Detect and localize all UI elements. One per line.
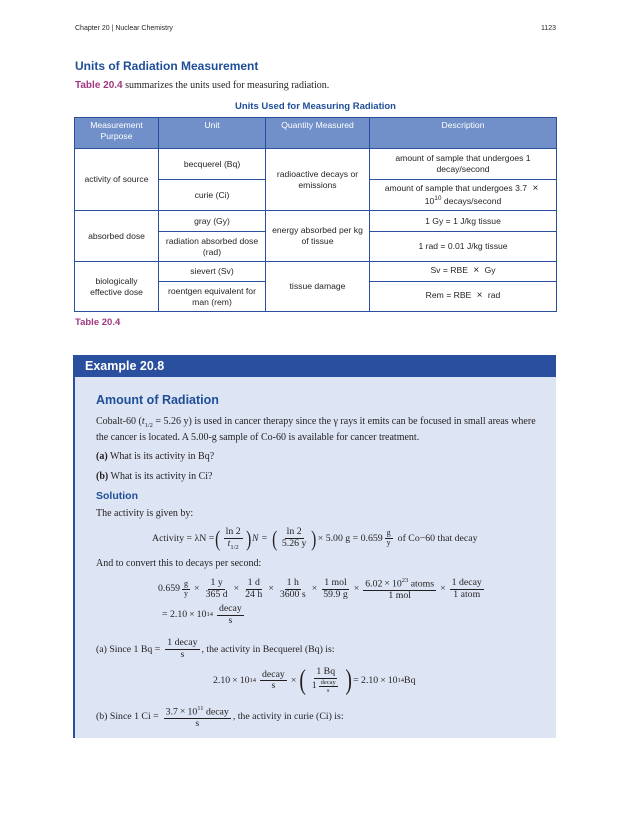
purpose-cell: absorbed dose bbox=[75, 211, 159, 262]
problem-statement: Cobalt-60 ($t_{1/2} = 5.26$ y) is used in cancer therapy since the γ rays it emits can be focused in small areas where the cancer is located. A 5.00-g sample of Co-60 is available for cancer treatment. bbox=[96, 416, 536, 443]
part-a-statement: (a) Since 1 Bq = $\frac{\text{1 decay}}{s}$ , the activity in Becquerel (Bq) is: bbox=[96, 637, 335, 661]
unit-cell: radiation absorbed dose (rad) bbox=[159, 232, 266, 262]
column-header: Description bbox=[370, 118, 557, 149]
radiation-units-table bbox=[74, 117, 557, 312]
equation-conversion: 0.659 $\frac{g}{y}$ × $\frac{1 y}{365 d}$ × $\frac{1 d}{24 h}$ × $\frac{1 h}{3600 s}$ × $\frac{\text{1 mol}}{59.9 g}$ × $\frac{6.02 \times 10^{23} atoms}{\text{1 mol}}$ × $\frac{\text{1 decay}}{\text{1 atom}}$ bbox=[158, 577, 482, 602]
section-intro bbox=[75, 80, 329, 91]
example-box bbox=[73, 355, 556, 738]
quantity-cell: tissue damage bbox=[266, 262, 370, 312]
example-body bbox=[75, 377, 556, 730]
question-a: (a) What is its activity in Bq? bbox=[96, 451, 215, 463]
table-footer-label: Table 20.4 bbox=[75, 317, 121, 328]
page-number: 1123 bbox=[540, 25, 556, 32]
equation-bq: 2.10 × 10 14 $\frac{\text{decay}}{s}$ × ( 1 Bq 1 $\frac{\text{decay}}{s}$ ) = 2.10 × 10 14 Bq bbox=[213, 664, 416, 696]
description-cell: amount of sample that undergoes 1 decay/second bbox=[370, 149, 557, 180]
description-cell: Rem = RBE × rad bbox=[370, 282, 557, 312]
description-cell: 1 rad = 0.01 J/kg tissue bbox=[370, 232, 557, 262]
quantity-cell: energy absorbed per kg of tissue bbox=[266, 211, 370, 262]
table-row bbox=[75, 262, 557, 282]
column-header: Measurement Purpose bbox=[75, 118, 159, 149]
unit-cell: roentgen equivalent for man (rem) bbox=[159, 282, 266, 312]
convert-text: And to convert this to decays per second: bbox=[96, 557, 262, 569]
solution-intro: The activity is given by: bbox=[96, 508, 194, 520]
part-b-statement: (b) Since 1 Ci = $\frac{3.7 \times 10^{11} decay}{s}$ , the activity in curie (Ci) is: bbox=[96, 704, 344, 730]
chapter-label: Chapter 20 | Nuclear Chemistry bbox=[75, 25, 173, 32]
intro-text: summarizes the units used for measuring radiation. bbox=[122, 80, 330, 91]
description-cell: amount of sample that undergoes 3.7 × $10^{10}$ decays/second bbox=[370, 180, 557, 211]
equation-activity: Activity = λN = ( $\frac{\ln 2}{t_{1/2}}$ ) N = ( $\frac{\ln 2}{5.26 y}$ ) × 5.00 g = 0.659 $\frac{g}{y}$ of Co−60 that decay bbox=[152, 525, 478, 551]
unit-cell: becquerel (Bq) bbox=[159, 149, 266, 180]
description-cell: 1 Gy = 1 J/kg tissue bbox=[370, 211, 557, 232]
quantity-cell: radioactive decays or emissions bbox=[266, 149, 370, 211]
page-header bbox=[75, 25, 556, 32]
column-header: Quantity Measured bbox=[266, 118, 370, 149]
section-title: Units of Radiation Measurement bbox=[75, 59, 259, 73]
example-title: Amount of Radiation bbox=[96, 393, 219, 407]
table-row bbox=[75, 211, 557, 232]
example-label: Example 20.8 bbox=[73, 355, 556, 377]
description-cell: Sv = RBE × Gy bbox=[370, 262, 557, 282]
unit-cell: sievert (Sv) bbox=[159, 262, 266, 282]
unit-cell: curie (Ci) bbox=[159, 180, 266, 211]
purpose-cell: activity of source bbox=[75, 149, 159, 211]
column-header: Unit bbox=[159, 118, 266, 149]
table-caption: Units Used for Measuring Radiation bbox=[235, 101, 396, 112]
unit-cell: gray (Gy) bbox=[159, 211, 266, 232]
purpose-cell: biologically effective dose bbox=[75, 262, 159, 312]
table-header-row bbox=[75, 118, 557, 149]
table-link[interactable]: Table 20.4 bbox=[75, 80, 123, 91]
solution-heading: Solution bbox=[96, 490, 138, 503]
question-b: (b) What is its activity in Ci? bbox=[96, 470, 213, 482]
equation-conversion-result: = 2.10 × 10 14 $\frac{\text{decay}}{s}$ bbox=[162, 602, 242, 626]
table-row bbox=[75, 149, 557, 180]
